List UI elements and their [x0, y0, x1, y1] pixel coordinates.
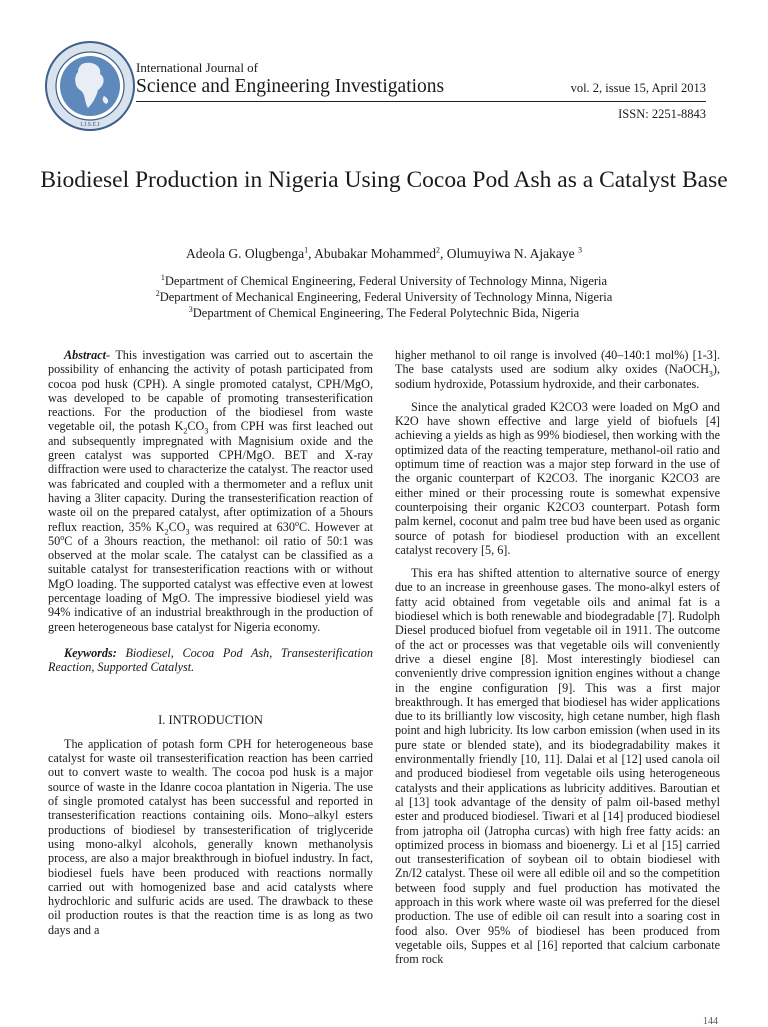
- journal-name-prefix: International Journal of: [136, 60, 259, 75]
- keywords: Keywords: Biodiesel, Cocoa Pod Ash, Transesterification Reaction, Supported Catalyst.: [48, 645, 373, 675]
- body-paragraph: This era has shifted attention to alternative source of energy due to an increase in greenhouse gases. The mono-alkyl esters of fatty acid obtained from vegetable oils and animal fat is a biodiesel which is both renewable and biodegradable [7]. Rudolph Diesel produced biofuel from vegetable oil in 1911. The outcome of the act or processes was that vegetable oils will conveniently drive a diesel engine [8]. Most interestingly biodiesel can conveniently drive compression ignition engines without a change in the engine configuration [9]. This was a first major breakthrough. It has emerged that biodiesel has wider applications due to its brilliantly low viscosity, high cetane number, high flash point and high lubricity. Its low carbon emission (when used in its pure state or blended state), and its biodegradability makes it environmentally friendly [10, 11]. Dalai et al [12] used canola oil and produced biodiesel from vegetable oils using heterogeneous catalysts and their applications as lubricity additives. Baroutian et al [13] took advantage of the density of palm oil-based methyl ester and produced biodiesel. Tiwari et al [14] produced biodiesel from jatropha oil (Jatropha curcas) with high free fatty acids: an optimized process in biomass and bioenergy. Li et al [15] carried out transesterification of soybean oil to obtain biodiesel with Zn/I2 catalyst. These oil were all edible oil and so the competition between food supply and fuel production has motivated the approach in this work where waste oil was preferred for the diesel production. The use of edible oil can result into a soaring cost in food also. Over 95% of biodiesel has been produced from vegetable oils, Suppes et al [16] reported that calcium carbonate from rock: [395, 566, 720, 967]
- author-list: Adeola G. Olugbenga$^1$, Abubakar Mohammed$^2$, Olumuyiwa N. Ajakaye $^3$: [186, 245, 582, 261]
- journal-name: Science and Engineering Investigations: [136, 76, 445, 97]
- section-heading-introduction: I. INTRODUCTION: [158, 712, 263, 727]
- volume-issue: vol. 2, issue 15, April 2013: [570, 81, 706, 95]
- affiliation: $^3$Department of Chemical Engineering, The Federal Polytechnic Bida, Nigeria: [188, 304, 580, 320]
- body-paragraph: Since the analytical graded K2CO3 were loaded on MgO and K2O have shown effective and large yield of biofuels [4] achieving a yields as high as 99% biodiesel, then working with the optimized data of the reacting temperature, methanol-oil ratio and optimum time of reaction was a major step forward in the use of the organic counterpart of K2CO3. The inorganic K2CO3 are either mined or their processing route is somewhat expensive counterpoising their organic K2CO3 counterpart. Potash form palm kernel, coconut and palm tree bud have been used as organic source of potash for biodiesel production with an excellent catalyst recovery [5, 6].: [395, 399, 720, 557]
- intro-paragraph: The application of potash form CPH for heterogeneous base catalyst for waste oil transesterification reaction has been carried out to convert waste to wealth. The cocoa pod husk is a major source of waste in the Idanre cocoa plantation in Nigeria. The use of single promoted catalyst has been successful and reported in transesterification reactions containing oils. Mono–alkyl esters productions of biodiesel by transesterification of triglyceride using mono-alkyl alcohols, generally known methanolysis process, are also a major breakthrough in biofuel industry. In fact, biodiesel fuels have been produced with reactions normally carried out with homogenized base and acid catalysts where hydrochloric and sulfuric acids are used. The drawback to these oil production routes is that the reaction time is as long as two days and a: [48, 736, 373, 937]
- right-column: [395, 348, 720, 966]
- affiliation: $^2$Department of Mechanical Engineering, Federal University of Technology Minna, Nigeria: [155, 288, 613, 304]
- author-name: Olumuyiwa N. Ajakaye: [446, 246, 575, 261]
- journal-logo: [44, 40, 136, 132]
- page-number: 144: [703, 1016, 718, 1027]
- paper-title: Biodiesel Production in Nigeria Using Cocoa Pod Ash as a Catalyst Base: [40, 167, 728, 193]
- author-name: Abubakar Mohammed: [314, 246, 436, 261]
- affiliation: $^1$Department of Chemical Engineering, Federal University of Technology Minna, Nigeria: [160, 272, 608, 288]
- abstract: Abstract- This investigation was carried out to ascertain the possibility of enhancing the activity of potash participated from cocoa pod husk (CPH). A single promoted catalyst, CPH/MgO, was developed to be capable of promoting transesterification reactions. For the production of the biodiesel from waste vegetable oil, the potash $K_2CO_3$ from CPH was first leached out and subsequently impregnated with Magnisium oxide and the green catalyst was supported CPH/MgO. BET and X-ray diffraction were used to characterize the catalyst. The reactor used was fabricated and coupled with a thermometer and a reflux unit having a 3liter capacity. During the transesterification reaction of waste oil on the prepared catalyst, after optimization of a 5hours reflux reaction, 35% $K_2CO_3$ was required at 630$^o$C. However at 50$^o$C of a 3hours reaction, the methanol: oil ratio of 50:1 was observed at the molar scale. The catalyst can be classified as a suitable catalyst for transesterification reactions with or without MgO loading. The supported catalyst was effective even at lowest percentage loading of MgO. The impressive biodiesel yield was 94% indicative of an industrial breakthrough in the production of green heterogeneous base catalyst for Nigeria economy.: [48, 348, 374, 634]
- issn: ISSN: 2251-8843: [618, 107, 706, 121]
- header-rule: [136, 101, 706, 102]
- affiliations: [40, 273, 728, 321]
- svg-text:I.J.S.E.I: I.J.S.E.I: [80, 122, 100, 128]
- body-paragraph: higher methanol to oil range is involved (40–140:1 mol%) [1-3]. The base catalysts used are sodium alky oxides (NaOCH$_3$), sodium hydroxide, Potassium hydroxide, and their carbonates.: [395, 348, 720, 391]
- author-name: Adeola G. Olugbenga: [186, 246, 305, 261]
- left-column: [48, 348, 373, 937]
- globe-seal-icon: [44, 40, 136, 132]
